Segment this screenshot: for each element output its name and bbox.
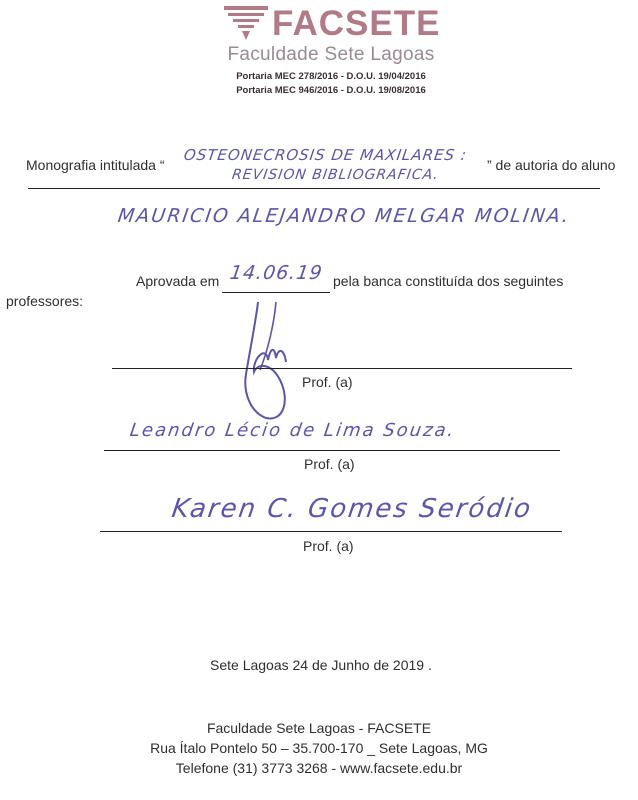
monografia-suffix: ” de autoria do aluno [487, 157, 616, 173]
monografia-prefix: Monografia intitulada “ [26, 157, 165, 173]
handwritten-approval-date: 14.06.19 [228, 262, 325, 284]
prof-label-3: Prof. (a) [303, 538, 354, 554]
footer-line-1: Faculdade Sete Lagoas - FACSETE [206, 720, 432, 736]
title-underline [28, 188, 600, 189]
signature-line-1 [112, 368, 572, 369]
handwritten-author-name: MAURICIO ALEJANDRO MELGAR MOLINA. [116, 205, 572, 227]
portaria-line-2: Portaria MEC 946/2016 - D.O.U. 19/08/2016 [236, 85, 426, 96]
handwritten-title-line-2: REVISION BIBLIOGRAFICA. [230, 167, 441, 183]
handwritten-prof-name-3: Karen C. Gomes Seródio [169, 494, 535, 524]
date-place: Sete Lagoas 24 de Junho de 2019 . [210, 657, 432, 673]
signature-line-3 [100, 531, 562, 532]
portaria-line-1: Portaria MEC 278/2016 - D.O.U. 19/04/2016 [236, 71, 426, 82]
signature-1-icon [228, 300, 308, 424]
handwritten-title-line-1: OSTEONECROSIS DE MAXILARES : [182, 146, 469, 164]
professores-label: professores: [6, 293, 84, 309]
logo-subtitle: Faculdade Sete Lagoas [227, 44, 435, 65]
prof-label-1: Prof. (a) [302, 374, 353, 390]
logo-name: FACSETE [272, 4, 441, 43]
date-underline [222, 292, 330, 293]
aprovada-prefix: Aprovada em [136, 273, 220, 289]
facsete-logo-icon [224, 6, 268, 40]
footer-line-2: Rua Ítalo Pontelo 50 – 35.700-170 _ Sete Lagoas, MG [150, 740, 488, 756]
handwritten-prof-name-2: Leandro Lécio de Lima Souza. [128, 420, 457, 441]
prof-label-2: Prof. (a) [304, 456, 355, 472]
footer-line-3: Telefone (31) 3773 3268 - www.facsete.edu.br [175, 760, 463, 776]
signature-line-2 [104, 450, 560, 451]
aprovada-suffix: pela banca constituída dos seguintes [333, 273, 564, 289]
